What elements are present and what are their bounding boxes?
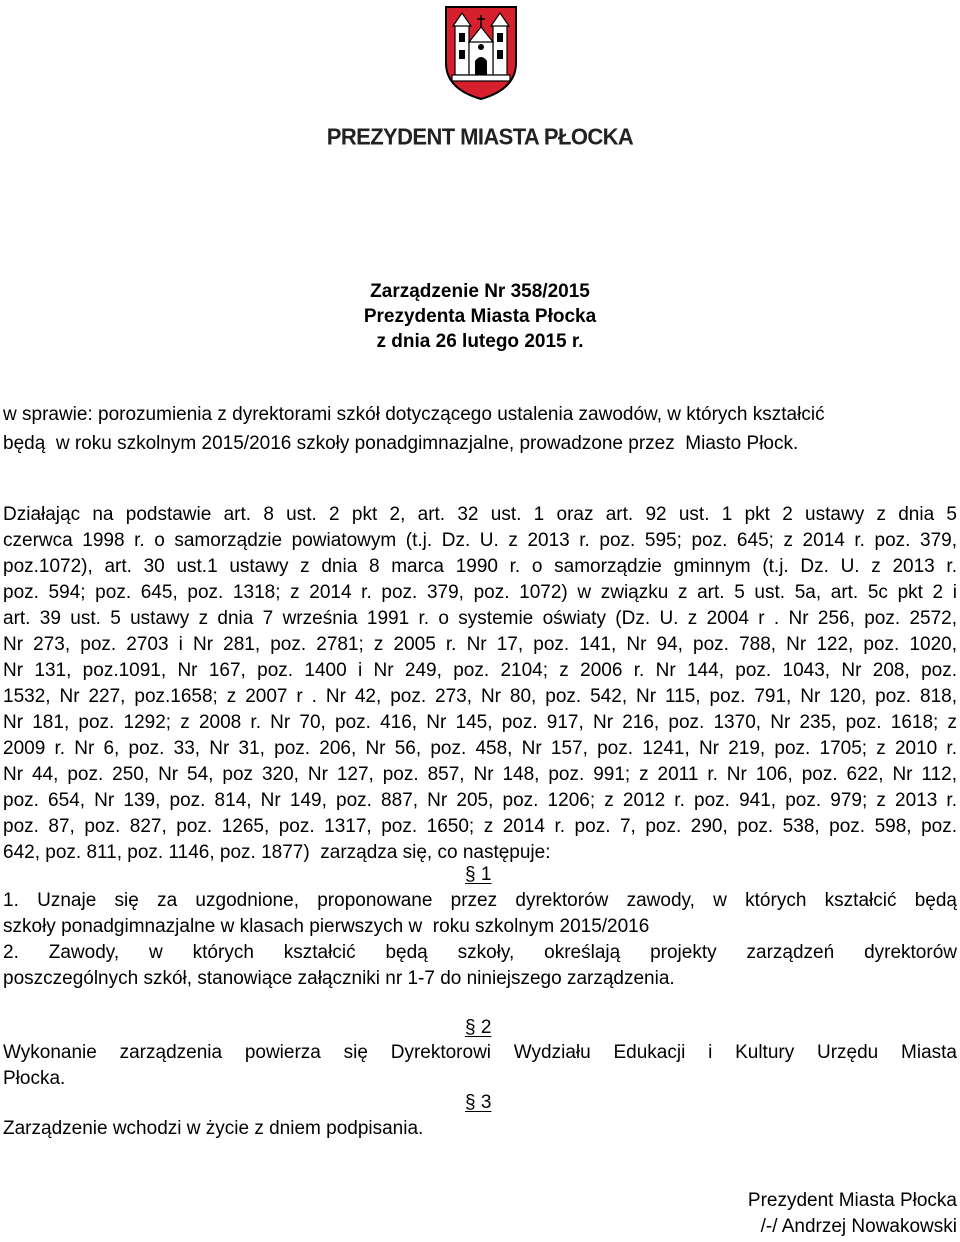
section-1-point-1-line: 1. Uznaje się za uzgodnione, proponowane przez dyrektorów zawody, w których kształcić będą (3, 890, 957, 911)
basis-line: poz. 87, poz. 827, poz. 1265, poz. 1317, poz. 1650; z 2014 r. poz. 7, poz. 290, poz. 538, poz. 598, poz. (3, 816, 957, 837)
basis-line: Nr 181, poz. 1292; z 2008 r. Nr 70, poz. 416, Nr 145, poz. 917, Nr 216, poz. 1370, Nr 235, poz. 1618; z (3, 712, 957, 733)
office-header: PREZYDENT MIASTA PŁOCKA (326, 123, 634, 150)
section-1-body (3, 888, 957, 992)
city-crest-logo (444, 5, 518, 101)
legal-basis (3, 502, 957, 866)
basis-line: 2009 r. Nr 6, poz. 33, Nr 31, poz. 206, Nr 56, poz. 458, Nr 157, poz. 1241, Nr 219, poz. 1705; z 2010 r. (3, 738, 957, 759)
section-1-point-2-line: poszczególnych szkół, stanowiące załączniki nr 1-7 do niniejszego zarządzenia. (3, 968, 675, 989)
basis-line: 1532, Nr 227, poz.1658; z 2007 r . Nr 42, poz. 273, Nr 80, poz. 542, Nr 115, poz. 791, Nr 120, poz. 818, (3, 686, 957, 707)
section-2-line: Wykonanie zarządzenia powierza się Dyrektorowi Wydziału Edukacji i Kultury Urzędu Miasta (3, 1042, 957, 1063)
section-2-body (3, 1040, 957, 1092)
section-1-point-1-line: szkoły ponadgimnazjalne w klasach pierwszych w roku szkolnym 2015/2016 (3, 916, 650, 937)
subject (3, 402, 957, 457)
subject-line: w sprawie: porozumienia z dyrektorami szkół dotyczącego ustalenia zawodów, w których kształcić (3, 404, 825, 425)
signature-name: /-/ Andrzej Nowakowski (760, 1216, 957, 1237)
basis-line: Nr 131, poz.1091, Nr 167, poz. 1400 i Nr 249, poz. 2104; z 2006 r. Nr 144, poz. 1043, Nr 208, poz. (3, 660, 957, 681)
basis-line: czerwca 1998 r. o samorządzie powiatowym (t.j. Dz. U. z 2013 r. poz. 595; poz. 645; z 2014 r. poz. 379, (3, 530, 957, 551)
basis-line: 642, poz. 811, poz. 1146, poz. 1877) zarządza się, co następuje: (3, 842, 551, 863)
signature-role: Prezydent Miasta Płocka (747, 1190, 957, 1211)
basis-line: poz. 594; poz. 645, poz. 1318; z 2014 r. poz. 379, poz. 1072) w związku z art. 5 ust. 5a, art. 5c pkt 2 i (3, 582, 957, 603)
title-line-number: Zarządzenie Nr 358/2015 (370, 281, 590, 302)
basis-line: art. 39 ust. 5 ustawy z dnia 7 września 1991 r. o systemie oświaty (Dz. U. z 2004 r . Nr 256, poz. 2572, (3, 608, 957, 629)
signature-block (748, 1188, 957, 1240)
basis-line: Nr 273, poz. 2703 i Nr 281, poz. 2781; z 2005 r. Nr 17, poz. 141, Nr 94, poz. 788, Nr 122, poz. 1020, (3, 634, 957, 655)
section-3-body: Zarządzenie wchodzi w życie z dniem podpisania. (3, 1118, 424, 1139)
section-2-heading: § 2 (465, 1017, 492, 1038)
document-title (0, 279, 960, 354)
basis-line: Nr 44, poz. 250, Nr 54, poz 320, Nr 127, poz. 857, Nr 148, poz. 991; z 2011 r. Nr 106, poz. 622, Nr 112, (3, 764, 957, 785)
basis-line: poz.1072), art. 30 ust.1 ustawy z dnia 8 marca 1990 r. o samorządzie gminnym (t.j. Dz. U. z 2013 r. (3, 556, 957, 577)
section-2-line: Płocka. (3, 1068, 66, 1089)
title-line-issuer: Prezydenta Miasta Płocka (363, 306, 597, 327)
section-1-heading: § 1 (465, 864, 492, 885)
subject-line: będą w roku szkolnym 2015/2016 szkoły ponadgimnazjalne, prowadzone przez Miasto Płock. (3, 433, 799, 454)
title-line-date: z dnia 26 lutego 2015 r. (376, 331, 584, 352)
section-1-point-2-line: 2. Zawody, w których kształcić będą szkoły, określają projekty zarządzeń dyrektorów (3, 942, 957, 963)
section-3-heading: § 3 (465, 1092, 492, 1113)
basis-line: Działając na podstawie art. 8 ust. 2 pkt 2, art. 32 ust. 1 oraz art. 92 ust. 1 pkt 2 ustawy z dnia 5 (3, 504, 957, 525)
basis-line: poz. 654, Nr 139, poz. 814, Nr 149, poz. 887, Nr 205, poz. 1206; z 2012 r. poz. 941, poz. 979; z 2013 r. (3, 790, 957, 811)
